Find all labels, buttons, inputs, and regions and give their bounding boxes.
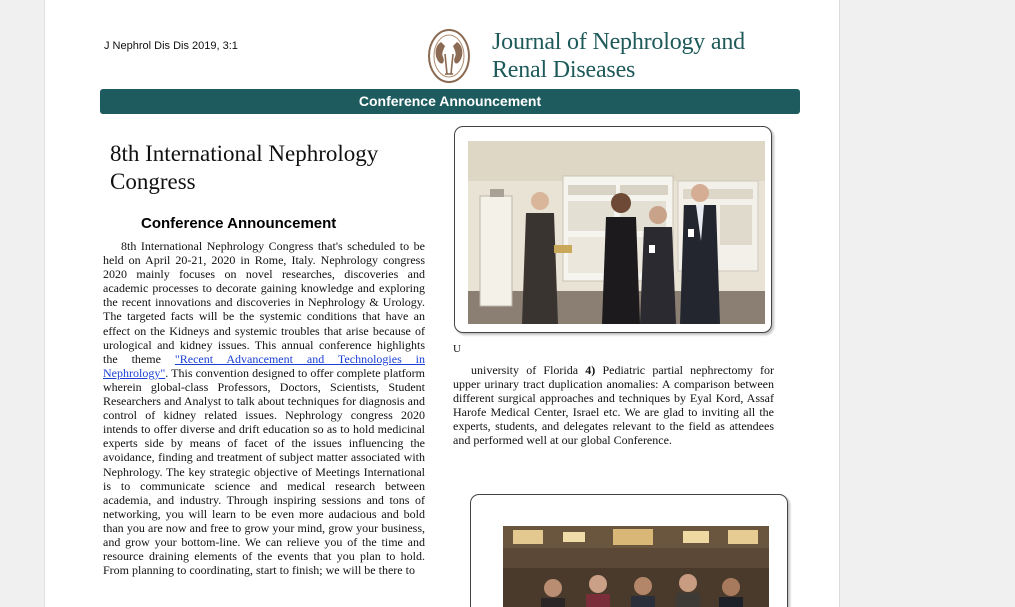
- photo-frame-2: [470, 494, 788, 607]
- journal-title-line1: Journal of Nephrology and: [492, 29, 745, 55]
- dinner-group-photo: [503, 526, 769, 607]
- journal-title-line2: Renal Diseases: [492, 57, 636, 83]
- photo-frame-1: [454, 126, 772, 333]
- article-title: 8th International Nephrology Congress: [110, 141, 379, 194]
- right-column-text: [453, 363, 774, 448]
- section-banner: Conference Announcement: [100, 89, 800, 114]
- item-number: 4): [585, 363, 596, 377]
- right-text-start: university of Florida: [471, 363, 586, 377]
- article-text-start: 8th International Nephrology Congress that's scheduled to be held on April 20-21, 2020 in Rome, Italy. Nephrology congress 2020 mainly focuses on novel researches, discoveries and academic processes to decorate gaining knowledge and exploring the recent innovations and discoveries in Nephrology & Urology. The targeted facts will be the systemic conditions that have an effect on the Kidneys and systemic troubles that arise because of urological and kidney issues. This annual conference highlights the theme: [103, 239, 425, 366]
- article-body: [103, 239, 425, 577]
- section-heading: Conference Announcement: [141, 215, 337, 232]
- conference-group-photo: [468, 141, 765, 324]
- kidney-logo-icon: [427, 28, 471, 84]
- theme-link[interactable]: "Recent Advancement and Technologies in Nephrology": [103, 351, 425, 380]
- citation: J Nephrol Dis Dis 2019, 3:1: [104, 40, 238, 52]
- right-text-rest: Pediatric partial nephrectomy for upper urinary tract duplication anomalies: A comparison between different surgical approaches and techniques by Eyal Kord, Assaf Harofe Medical Center, Israel etc. We are glad to inviting all the experts, students, and delegates relevant to the field as attendees and performed well at our global Conference.: [453, 363, 775, 448]
- journal-title: [492, 28, 745, 84]
- article-text-end: . This convention designed to offer complete platform wherein global-class Professors, Doctors, Scientists, Student Researchers and Analyst to talk about techniques for diagnosis and control of kidney related issues. Nephrology congress 2020 intends to offer diverse and drift education so as to hold medicinal experts side by means of facet of the issues influencing the avoidance, finding and treatment of subject matter associated with Nephrology. The key strategic objective of Meetings International is to communicate science and medical research between academia, and industry. Through inspiring sessions and tons of networking, you will learn to be even more audacious and bold than you are now and free to grow your mind, grow your business, and grow your bottom-line. We can relieve you of the time and resource draining elements of the events that you plan to hold. From planning to coordinating, start to finish; we will be there to: [103, 365, 425, 578]
- caption-letter: U: [453, 343, 461, 355]
- journal-page: [44, 0, 840, 607]
